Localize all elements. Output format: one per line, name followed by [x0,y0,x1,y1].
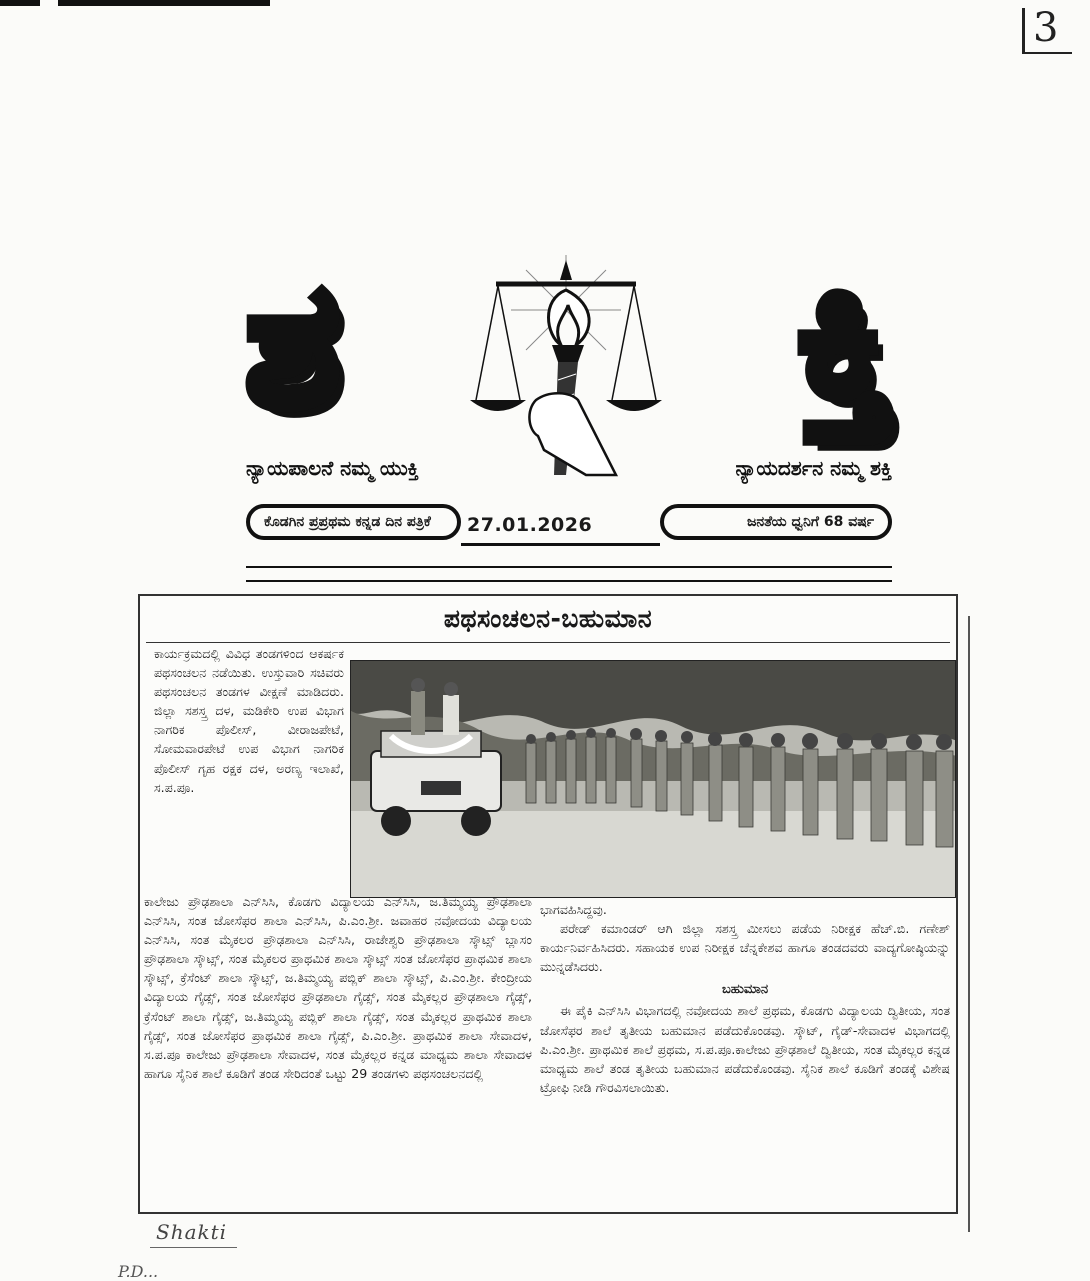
article-right-column [540,900,950,1097]
prize-subhead: ಬಹುಮಾನ [721,982,769,998]
masthead-rule [246,566,892,568]
left-column-paragraph: ಕಾಲೇಜು ಪ್ರೌಢಶಾಲಾ ಎನ್‌ಸಿಸಿ, ಕೊಡಗು ವಿದ್ಯಾಲಯ ಎನ್‌ಸಿಸಿ, ಜ.ತಿಮ್ಮಯ್ಯ ಪ್ರೌಢಶಾಲಾ ಎನ್‌ಸಿಸಿ, ಸಂತ ಜೋಸೆಫರ ಶಾಲಾ ಎನ್‌ಸಿಸಿ, ಪಿ.ಎಂ.ಶ್ರೀ. ಜವಾಹರ ನವೋದಯ ವಿದ್ಯಾಲಯ ಎನ್‌ಸಿಸಿ, ಸಂತ ಮೈಕಲರ ಪ್ರೌಢಶಾಲಾ ಎನ್‌ಸಿಸಿ, ರಾಜೇಶ್ವರಿ ಪ್ರೌಢಶಾಲಾ ಸ್ಕೌಟ್ಸ್ ಬ್ಲಾಸಂ ಪ್ರೌಢಶಾಲಾ ಸ್ಕೌಟ್ಸ್, ಸಂತ ಮೈಕಲರ ಪ್ರಾಥಮಿಕ ಶಾಲಾ ಸ್ಕೌಟ್ಸ್ ಸಂತ ಜೋಸೆಫರ ಪ್ರಾಥಮಿಕ ಶಾಲಾ ಸ್ಕೌಟ್ಸ್, ಕ್ರೆಸೆಂಟ್ ಶಾಲಾ ಸ್ಕೌಟ್ಸ್, ಜ.ತಿಮ್ಮಯ್ಯ ಪಬ್ಲಿಕ್ ಶಾಲಾ ಸ್ಕೌಟ್ಸ್, ಪಿ.ಎಂ.ಶ್ರೀ. ಕೇಂದ್ರೀಯ ವಿದ್ಯಾಲಯ ಗೈಡ್ಸ್, ಸಂತ ಜೋಸೆಫರ ಪ್ರೌಢಶಾಲಾ ಗೈಡ್ಸ್, ಸಂತ ಮೈಕಲ್ಲರ ಪ್ರೌಢಶಾಲಾ ಗೈಡ್ಸ್, ಕ್ರೆಸೆಂಟ್ ಶಾಲಾ ಗೈಡ್ಸ್, ಜ.ತಿಮ್ಮಯ್ಯ ಪಬ್ಲಿಕ್ ಶಾಲಾ ಗೈಡ್ಸ್, ಸಂತ ಮೈಕಲ್ಲರ ಪ್ರಾಥಮಿಕ ಶಾಲಾ ಗೈಡ್ಸ್, ಸಂತ ಜೋಸೆಫರ ಪ್ರಾಥಮಿಕ ಶಾಲಾ ಗೈಡ್ಸ್, ಪಿ.ಎಂ.ಶ್ರೀ. ಪ್ರಾಥಮಿಕ ಶಾಲಾ ಸೇವಾದಳ, ಸ.ಪ.ಪೂ ಕಾಲೇಜು ಪ್ರೌಢಶಾಲಾ ಸೇವಾದಳ, ಸಂತ ಮೈಕಲ್ಲರ ಕನ್ನಡ ಮಾಧ್ಯಮ ಶಾಲಾ ಸೇವಾದಳ ಹಾಗೂ ಸೈನಿಕ ಶಾಲೆ ಕೂಡಿಗೆ ತಂಡ ಸೇರಿದಂತೆ ಒಟ್ಟು 29 ತಂಡಗಳು ಪಥಸಂಚಲನದಲ್ಲಿ [144,894,532,1081]
masthead-rule-lower [246,580,892,582]
masthead-tagline-left: ನ್ಯಾಯಪಾಲನೆ ನಮ್ಮ ಯುಕ್ತಿ [246,456,419,480]
intro-paragraph: ಕಾರ್ಯಕ್ರಮದಲ್ಲಿ ವಿವಿಧ ತಂಡಗಳಿಂದ ಆಕರ್ಷಕ ಪಥಸಂಚಲನ ನಡೆಯಿತು. ಉಸ್ತುವಾರಿ ಸಚಿವರು ಪಥಸಂಚಲನ ತಂಡಗಳ ವೀಕ್ಷಣೆ ಮಾಡಿದರು. ಜಿಲ್ಲಾ ಸಶಸ್ತ್ರ ದಳ, ಮಡಿಕೇರಿ ಉಪ ವಿಭಾಗ ನಾಗರಿಕ ಪೊಲೀಸ್, ವೀರಾಜಪೇಟೆ, ಸೋಮವಾರಪೇಟೆ ಉಪ ವಿಭಾಗ ನಾಗರಿಕ ಪೊಲೀಸ್ ಗೃಹ ರಕ್ಷಕ ದಳ, ಅರಣ್ಯ ಇಲಾಖೆ, ಸ.ಪ.ಪೂ. [154,646,344,795]
strap-left: ಕೊಡಗಿನ ಪ್ರಪ್ರಥಮ ಕನ್ನಡ ದಿನ ಪತ್ರಿಕೆ [246,504,461,540]
masthead-title-left: ಶ [246,245,340,445]
column-rule [968,616,970,1232]
article-headline: ಪಥಸಂಚಲನ-ಬಹುಮಾನ [443,604,653,633]
strap-right: ಜನತೆಯ ಧ್ವನಿಗೆ 68 ವರ್ಷ [660,504,892,540]
masthead [246,235,892,584]
right-paragraph-2: ಪರೇಡ್ ಕಮಾಂಡರ್ ಆಗಿ ಜಿಲ್ಲಾ ಸಶಸ್ತ್ರ ಮೀಸಲು ಪಡೆಯ ನಿರೀಕ್ಷಕ ಹೆಚ್.ಬಿ. ಗಣೇಶ್ ಕಾರ್ಯನಿರ್ವಹಿಸಿದರು. ಸಹಾಯಕ ಉಪ ನಿರೀಕ್ಷಕ ಚೆನ್ನಕೇಶವ ಹಾಗೂ ತಂಡದವರು ವಾದ್ಯಗೋಷ್ಠಿಯನ್ನು ಮುನ್ನಡೆಸಿದರು. [540,921,950,975]
parade-photo-image [351,661,956,898]
masthead-title-right: ಕ್ತಿ [797,235,892,435]
article-left-column [144,892,532,1083]
right-paragraph-1: ಭಾಗವಹಿಸಿದ್ದವು. [540,902,607,917]
headline-rule [146,642,950,643]
parade-photo [350,660,956,898]
page-number: 3 [1022,8,1072,54]
handwritten-note: P.D... [118,1262,159,1281]
news-article [138,594,958,1214]
handwritten-signature: Shakti [156,1220,228,1244]
scan-edge-strip [0,0,270,6]
masthead-strap [246,504,892,554]
masthead-tagline-right: ನ್ಯಾಯದರ್ಶನ ನಮ್ಮ ಶಕ್ತಿ [735,456,892,480]
article-intro [154,644,344,797]
issue-date: 27.01.2026 [461,506,660,546]
scales-and-torch-icon [466,250,666,480]
right-paragraph-3: ಈ ಪೈಕಿ ಎನ್‌ಸಿಸಿ ವಿಭಾಗದಲ್ಲಿ ನವೋದಯ ಶಾಲೆ ಪ್ರಥಮ, ಕೊಡಗು ವಿದ್ಯಾಲಯ ದ್ವಿತೀಯ, ಸಂತ ಜೋಸೆಫರ ಶಾಲೆ ತೃತೀಯ ಬಹುಮಾನ ಪಡೆದುಕೊಂಡವು. ಸ್ಕೌಟ್, ಗೈಡ್-ಸೇವಾದಳ ವಿಭಾಗದಲ್ಲಿ ಪಿ.ಎಂ.ಶ್ರೀ. ಪ್ರಾಥಮಿಕ ಶಾಲೆ ಪ್ರಥಮ, ಸ.ಪ.ಪೂ.ಕಾಲೇಜು ಪ್ರೌಢಶಾಲೆ ದ್ವಿತೀಯ, ಸಂತ ಮೈಕಲ್ಲರ ಕನ್ನಡ ಮಾಧ್ಯಮ ಶಾಲೆ ತಂಡ ತೃತೀಯ ಬಹುಮಾನ ಪಡೆದುಕೊಂಡವು. ಸೈನಿಕ ಶಾಲೆ ಕೂಡಿಗೆ ತಂಡಕ್ಕೆ ವಿಶೇಷ ಟ್ರೋಫಿ ನೀಡಿ ಗೌರವಿಸಲಾಯಿತು. [540,1003,950,1095]
